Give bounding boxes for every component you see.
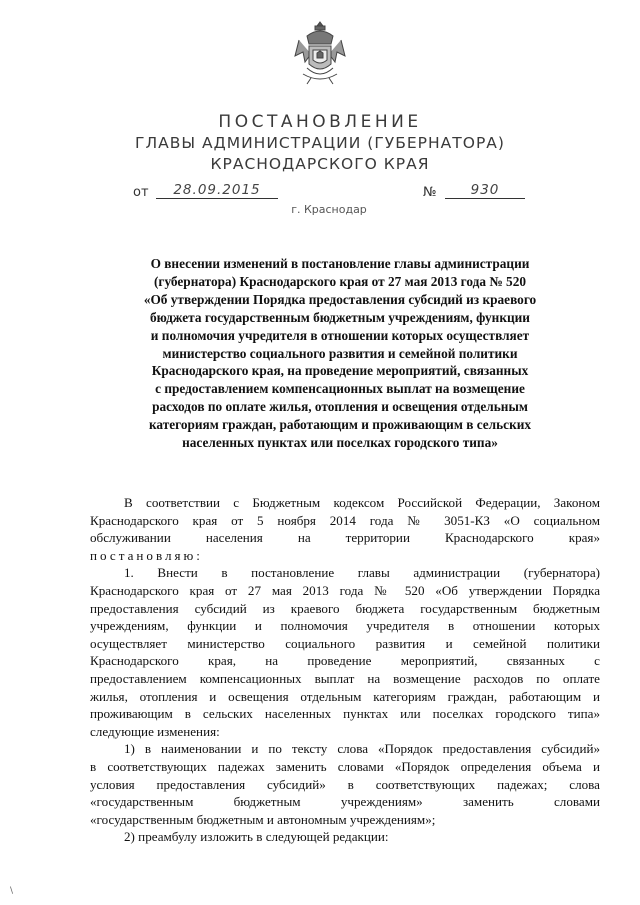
date-label: от [133,185,149,200]
body-line: 2) преамбулу изложить в следующей редакции: [124,829,389,845]
number-label: № [423,185,437,200]
title-line: министерство социального развития и семейной политики [162,345,518,361]
title-line: расходов по оплате жилья, отопления и освещения отдельным [152,399,528,415]
body-line: 1. Внести в постановление главы администрации (губернатора) [124,565,600,581]
document-body [90,494,600,846]
title-line: (губернатора) Краснодарского края от 27 мая 2013 года № 520 [153,273,526,289]
body-line: предоставления субсидий из краевого бюджета государственным бюджетным [90,600,600,616]
title-line: категориям граждан, работающим и проживающим в сельских [148,417,532,433]
region-heading: КРАСНОДАРСКОГО КРАЯ [210,155,430,173]
body-line: следующие изменения: [90,723,220,739]
body-line: осуществляет министерство социального развития и семейной политики [90,635,600,651]
title-line: «Об утверждении Порядка предоставления субсидий из краевого [143,291,537,307]
document-type-heading: ПОСТАНОВЛЕНИЕ [218,112,422,132]
body-line: Краснодарского края от 27 мая 2013 года № 520 «Об утверждении Порядка [90,582,600,598]
issuing-authority-heading: ГЛАВЫ АДМИНИСТРАЦИИ (ГУБЕРНАТОРА) [135,134,505,152]
body-line: Краснодарского края от 5 ноября 2014 года № 3051-КЗ «О социальном [90,512,600,528]
body-line: В соответствии с Бюджетным кодексом Российской Федерации, Законом [124,495,600,510]
body-line: проживающим в сельских населенных пунктах или поселках городского типа» [90,706,600,722]
body-line: 1) в наименовании и по тексту слова «Порядок предоставления субсидий» [124,741,600,757]
margin-mark: \ [10,886,14,896]
title-line: с предоставлением компенсационных выплат на возмещение [155,381,525,397]
body-line: «государственным бюджетным учреждениям» заменить словами [90,794,600,810]
city-label: г. Краснодар [291,203,367,216]
body-line: в соответствующих падежах заменить словами «Порядок определения объема и [90,758,600,774]
date-value: 28.09.2015 [156,183,278,199]
body-line: условия предоставления субсидий» в соответствующих падежах; слова [90,776,600,792]
document-number: 930 [445,183,525,199]
body-line: предоставлением компенсационных выплат на возмещение расходов по оплате [90,670,600,686]
document-title [112,255,568,452]
title-line: бюджета государственным бюджетным учреждениям, функции [150,309,530,325]
body-line: обслуживании населения на территории Краснодарского края» [90,530,600,546]
title-line: Краснодарского края, на проведение мероприятий, связанных [151,363,529,379]
body-line: жилья, отопления и освещения отдельным категориям граждан, работающим и [90,688,600,704]
title-line: О внесении изменений в постановление главы администрации [150,256,530,271]
body-line: «государственным бюджетным и автономным учреждениям»; [90,811,436,827]
body-line: учреждениям, функции и полномочия учредителя в отношении которых [90,618,600,634]
body-line: Краснодарского края, на проведение мероприятий, связанных с [90,653,600,669]
body-line: постановляю: [90,547,203,563]
title-line: населенных пунктах или поселках городского типа» [182,435,498,451]
coat-of-arms-emblem [293,18,347,86]
title-line: и полномочия учредителя в отношении которых осуществляет [150,327,530,343]
